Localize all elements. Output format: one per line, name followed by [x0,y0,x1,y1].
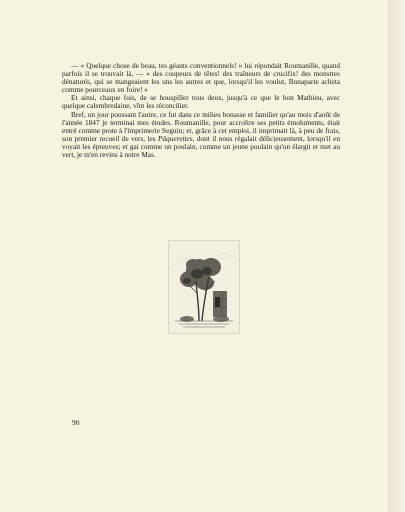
paragraph-3-part-2: , dont il nous régalait délicieusement, lorsqu'il en voyait les épreuves; et gai comme un poulain, comme un jeune poulain qu'on élargit et met au vert, je m'en revins à notre Mas. [62,133,340,160]
paragraph-1: — « Quelque chose de beau, tes géants conventionnels! » lui répondait Roumanille, quand parfois il se trouvait là, — « des coupeurs de têtes! des traîneurs de crucifix! des monstres dénaturés, qui se mangeaient les uns les autres et que, lorsqu'il les voulut, Bonaparte acheta comme pourceaux en foire! » [62,61,340,95]
paragraph-2: Et ainsi, chaque fois, de se houspiller tous deux, jusqu'à ce que le bon Mathieu, avec quelque calembredaine, vînt les réconcilier. [62,93,340,111]
paragraph-3 [62,111,340,160]
engraving-illustration [168,240,240,334]
next-page-edge [388,0,405,512]
paragraph-3-part-1: Bref, un jour poussant l'autre, ce fut dans ce milieu bonasse et familier qu'au mois d'août de l'année 1847 je terminai mes études. Roumanille, pour accroître ses petits émoluments, était entré comme prote à l'imprimerie Seguin; et, grâce à cet emploi, il imprimait là, à peu de frais, son premier recueil de vers, les [62,109,340,143]
page-number: 90 [72,418,80,427]
tree-and-ruin-engraving [169,241,239,333]
body-text [62,62,340,159]
book-title-paquerettes: Pâquerettes [158,133,193,143]
